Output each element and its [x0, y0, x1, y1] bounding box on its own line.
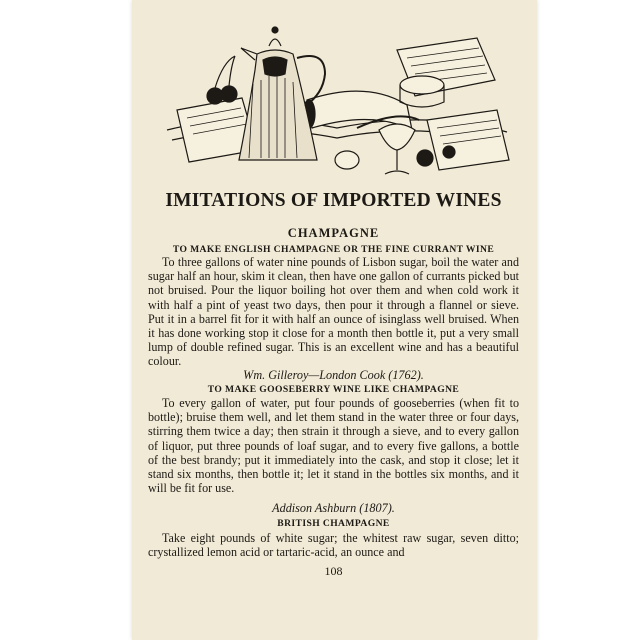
- recipe-citation-gilleroy: Wm. Gilleroy—London Cook (1762).: [243, 368, 424, 382]
- recipe-body-gooseberry-wine: To every gallon of water, put four pounds of gooseberries (when fit to bottle); bruise them well, and let them stand in the water three or four days, stirring them twice a day; then strain it through a sieve, and to every gallon of liquor, put three pounds of loaf sugar, and to every five gallons, a bottle of the best brandy; put it immediately into the cask, and stop it close; let it stand six months, then bottle it; let it stand in the bottles six months, and it will be fit for use.: [148, 396, 519, 496]
- recipe-citation-ashburn: Addison Ashburn (1807).: [272, 501, 395, 515]
- recipe-body-english-champagne: To three gallons of water nine pounds of Lisbon sugar, boil the water and sugar half an hour, skim it clean, then have one gallon of currants picked but not bruised. Pour the liquor boiling hot over them and when cold work it with half a pint of yeast two days, then pour it through a flannel or sieve. Put it in a barrel fit for it with half an ounce of isinglass well bruised. When it has done working stop it close for a month then bottle it, put a very small lump of double refined sugar. This is an excellent wine and has a beautiful colour.: [148, 255, 519, 369]
- page-title: IMITATIONS OF IMPORTED WINES: [165, 190, 502, 211]
- still-life-woodcut-illustration: [157, 10, 517, 188]
- book-page: [132, 0, 537, 640]
- page-number: 108: [324, 564, 343, 578]
- section-heading-champagne: CHAMPAGNE: [287, 226, 380, 240]
- recipe-title-british-champagne: BRITISH CHAMPAGNE: [277, 518, 390, 529]
- recipe-title-english-champagne: TO MAKE ENGLISH CHAMPAGNE OR THE FINE CURRANT WINE: [172, 244, 495, 255]
- recipe-body-british-champagne: Take eight pounds of white sugar; the whitest raw sugar, seven ditto; crystallized lemon acid or tartaric-acid, an ounce and: [148, 531, 519, 560]
- recipe-title-gooseberry-wine: TO MAKE GOOSEBERRY WINE LIKE CHAMPAGNE: [207, 384, 460, 395]
